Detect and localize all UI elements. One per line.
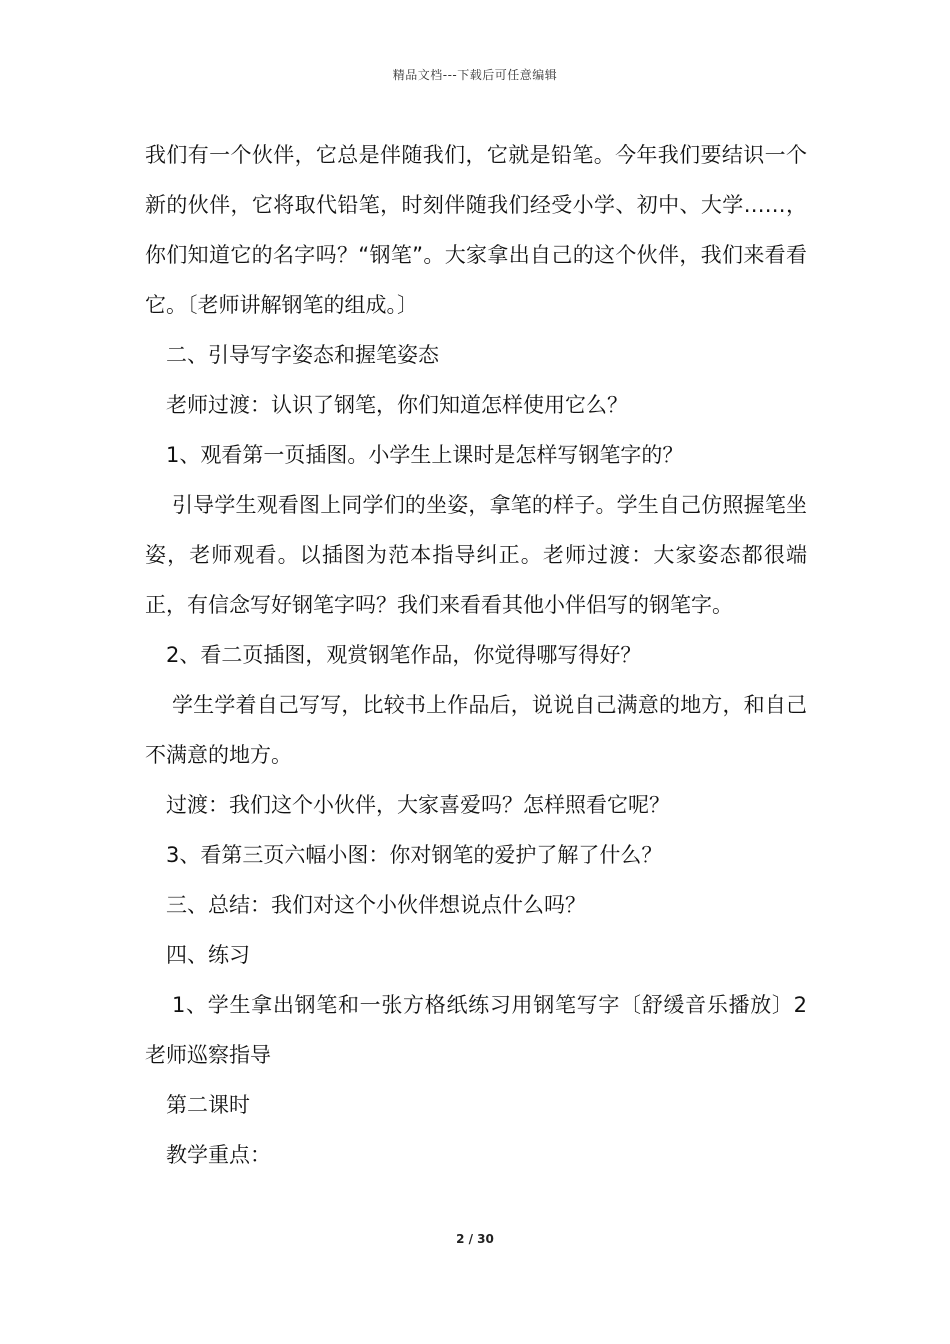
paragraph-transition-2: 过渡：我们这个小伙伴，大家喜爱吗？怎样照看它呢？ — [166, 793, 670, 817]
lesson-heading-second: 第二课时 — [166, 1093, 250, 1117]
document-body — [145, 130, 807, 1180]
paragraph-step-2: 2、看二页插图，观赏钢笔作品，你觉得哪写得好？ — [166, 643, 642, 667]
section-heading-3: 三、总结：我们对这个小伙伴想说点什么吗？ — [166, 893, 586, 917]
page-header: 精品文档---下载后可任意编辑 — [392, 68, 558, 82]
section-heading-2: 二、引导写字姿态和握笔姿态 — [166, 343, 439, 367]
paragraph-step-1: 1、观看第一页插图。小学生上课时是怎样写钢笔字的？ — [166, 443, 684, 467]
paragraph-transition-1: 老师过渡：认识了钢笔，你们知道怎样使用它么？ — [166, 393, 628, 417]
paragraph-step-3: 3、看第三页六幅小图：你对钢笔的爱护了解了什么？ — [166, 843, 663, 867]
paragraph-student-practice: 学生学着自己写写，比较书上作品后，说说自己满意的地方，和自己不满意的地方。 — [145, 693, 807, 767]
section-heading-4: 四、练习 — [166, 943, 250, 967]
paragraph-guide-posture: 引导学生观看图上同学们的坐姿，拿笔的样子。学生自己仿照握笔坐姿，老师观看。以插图为范本指导纠正。老师过渡：大家姿态都很端正，有信念写好钢笔字吗？我们来看看其他小伴侣写的钢笔字。 — [145, 493, 807, 617]
paragraph-intro: 我们有一个伙伴，它总是伴随我们，它就是铅笔。今年我们要结识一个新的伙伴，它将取代铅笔，时刻伴随我们经受小学、初中、大学……，你们知道它的名字吗？“钢笔”。大家拿出自己的这个伙伴，我们来看看它。〔老师讲解钢笔的组成。〕 — [145, 143, 807, 317]
page-number: 2 / 30 — [456, 1232, 494, 1246]
teaching-focus-label: 教学重点： — [166, 1143, 271, 1167]
paragraph-exercise: 1、学生拿出钢笔和一张方格纸练习用钢笔写字〔舒缓音乐播放〕2 老师巡察指导 — [145, 993, 807, 1067]
